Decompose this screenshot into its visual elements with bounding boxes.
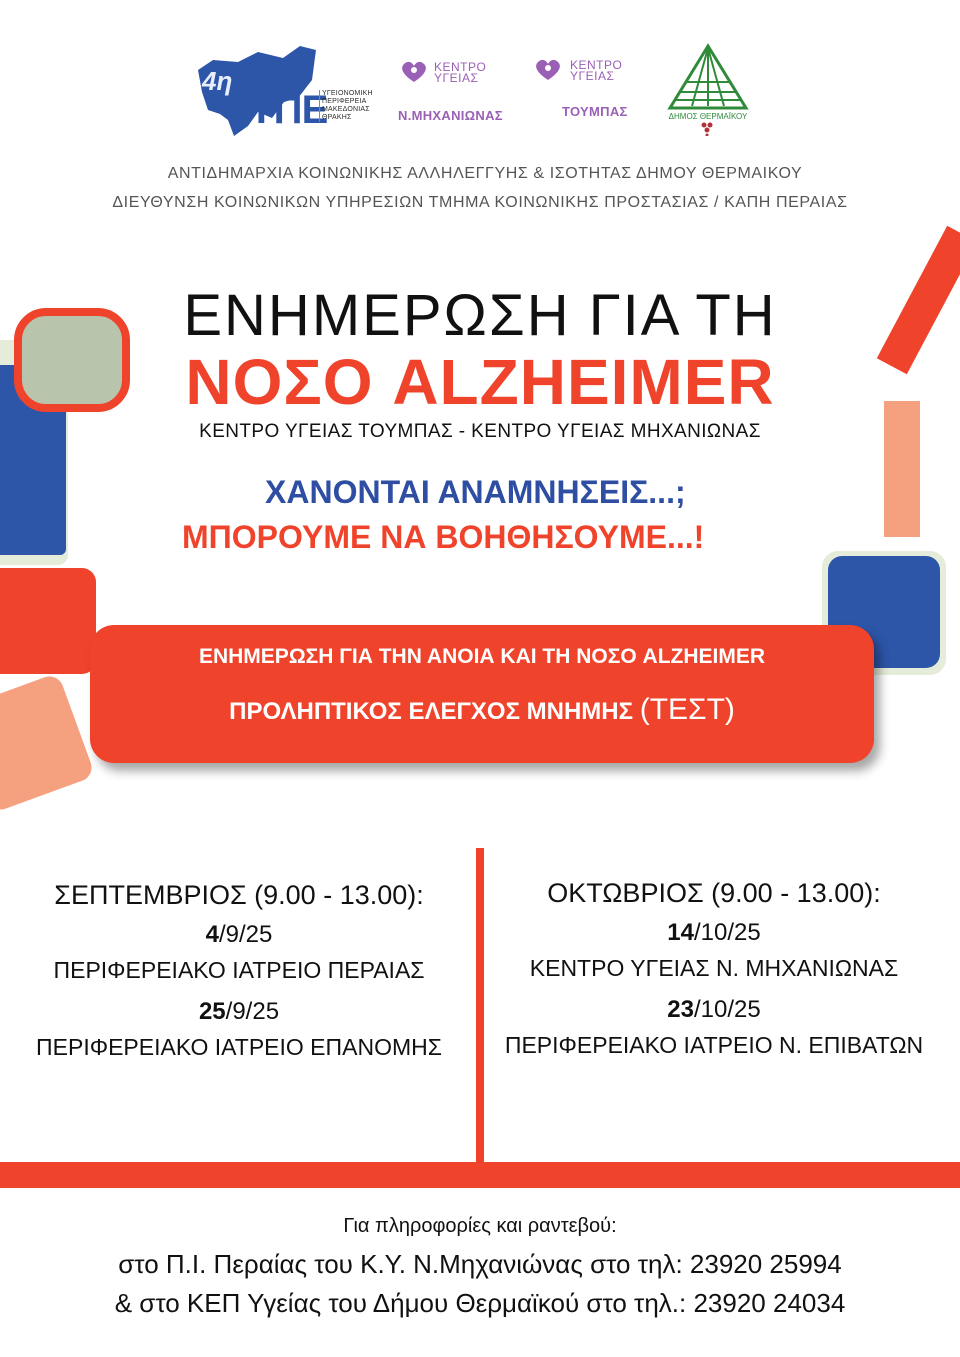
subhead-2: ΔΙΕΥΘΥΝΣΗ ΚΟΙΝΩΝΙΚΩΝ ΥΠΗΡΕΣΙΩΝ ΤΜΗΜΑ ΚΟΙΝΩΝΙΚΗΣ ΠΡΟΣΤΑΣΙΑΣ / ΚΑΠΗ ΠΕΡΑΙΑΣ bbox=[112, 194, 848, 211]
ype-big-letters: ΥΠΕ bbox=[248, 88, 328, 132]
footer-intro: Για πληροφορίες και ραντεβού: bbox=[343, 1215, 617, 1237]
horizontal-divider bbox=[0, 1162, 960, 1188]
month-heading: ΟΚΤΩΒΡΙΟΣ (9.00 - 13.00): bbox=[547, 878, 881, 908]
title-line-2: ΝΟΣΟ ALZHEIMER bbox=[185, 346, 775, 418]
event-place: ΠΕΡΙΦΕΡΕΙΑΚΟ ΙΑΤΡΕΙΟ ΠΕΡΑΙΑΣ bbox=[53, 957, 425, 983]
event-place: ΠΕΡΙΦΕΡΕΙΑΚΟ ΙΑΤΡΕΙΟ ΕΠΑΝΟΜΗΣ bbox=[36, 1034, 442, 1060]
svg-text:4η: 4η bbox=[202, 66, 233, 96]
event-month-year: /9/25 bbox=[218, 921, 273, 948]
event-day: 25 bbox=[198, 998, 226, 1025]
october-column bbox=[484, 878, 944, 1059]
ky-label-bottom: ΥΓΕΙΑΣ bbox=[434, 71, 479, 85]
dimos-thermaikou-logo bbox=[666, 42, 750, 142]
september-column bbox=[0, 880, 478, 1061]
ype-logo bbox=[188, 40, 378, 140]
ky-town: ΤΟΥΜΠΑΣ bbox=[562, 104, 628, 119]
ype-lines bbox=[319, 90, 373, 122]
event-month-year: /10/25 bbox=[693, 996, 761, 1023]
event-place: ΚΕΝΤΡΟ ΥΓΕΙΑΣ Ν. ΜΗΧΑΝΙΩΝΑΣ bbox=[529, 955, 899, 981]
event-day: 14 bbox=[667, 919, 694, 946]
info-banner bbox=[90, 625, 874, 763]
slogan-question: ΧΑΝΟΝΤΑΙ ΑΝΑΜΝΗΣΕΙΣ...; bbox=[265, 474, 686, 510]
ky-town: Ν.ΜΗΧΑΝΙΩΝΑΣ bbox=[398, 108, 503, 123]
event-date bbox=[484, 996, 944, 1024]
event-date bbox=[0, 998, 478, 1026]
title-line-1: ΕΝΗΜΕΡΩΣΗ ΓΙΑ ΤΗ bbox=[183, 283, 777, 348]
left-salmon-block bbox=[0, 673, 95, 814]
ky-heart-icon bbox=[400, 60, 428, 84]
banner-line-1: ΕΝΗΜΕΡΩΣΗ ΓΙΑ ΤΗΝ ΑΝΟΙΑ ΚΑΙ ΤΗ ΝΟΣΟ ALZHEIMER bbox=[198, 645, 766, 668]
ky-label-bottom: ΥΓΕΙΑΣ bbox=[570, 69, 615, 83]
ky-toumpa-logo bbox=[534, 58, 644, 124]
footer-phone-2: & στο ΚΕΠ Υγείας του Δήμου Θερμαϊκού στο τηλ.: 23920 24034 bbox=[114, 1288, 846, 1318]
ky-heart-icon bbox=[534, 58, 562, 82]
ky-mixaniona-logo bbox=[398, 60, 524, 126]
ype-line: ΠΕΡΙΦΕΡΕΙΑ bbox=[322, 98, 367, 105]
ype-line: ΜΑΚΕΔΟΝΙΑΣ bbox=[322, 106, 370, 113]
title-line-3: ΚΕΝΤΡΟ ΥΓΕΙΑΣ ΤΟΥΜΠΑΣ - ΚΕΝΤΡΟ ΥΓΕΙΑΣ ΜΗΧΑΝΙΩΝΑΣ bbox=[199, 421, 761, 442]
slogan-answer: ΜΠΟΡΟΥΜΕ ΝΑ ΒΟΗΘΗΣΟΥΜΕ...! bbox=[182, 519, 705, 555]
event-day: 23 bbox=[667, 996, 694, 1023]
ype-line: ΥΓΕΙΟΝΟΜΙΚΗ bbox=[322, 90, 373, 97]
banner-test-label: ΠΡΟΛΗΠΤΙΚΟΣ ΕΛΕΓΧΟΣ ΜΝΗΜΗΣ bbox=[229, 698, 634, 725]
event-month-year: /9/25 bbox=[225, 998, 280, 1025]
grapes-icon bbox=[700, 122, 716, 136]
month-heading: ΣΕΠΤΕΜΒΡΙΟΣ (9.00 - 13.00): bbox=[54, 880, 424, 910]
event-month-year: /10/25 bbox=[693, 919, 761, 946]
footer-phone-1: στο Π.Ι. Περαίας του Κ.Υ. Ν.Μηχανιώνας στο τηλ: 23920 25994 bbox=[118, 1249, 842, 1279]
banner-test-parenthetical: (ΤΕΣΤ) bbox=[639, 693, 735, 726]
dimos-text: ΔΗΜΟΣ ΘΕΡΜΑΪΚΟΥ bbox=[668, 112, 748, 121]
event-date bbox=[484, 919, 944, 947]
event-place: ΠΕΡΙΦΕΡΕΙΑΚΟ ΙΑΤΡΕΙΟ Ν. ΕΠΙΒΑΤΩΝ bbox=[504, 1032, 924, 1058]
mountain-icon bbox=[666, 42, 750, 114]
subhead-1: ΑΝΤΙΔΗΜΑΡΧΙΑ ΚΟΙΝΩΝΙΚΗΣ ΑΛΛΗΛΕΓΓΥΗΣ & ΙΣΟΤΗΤΑΣ ΔΗΜΟΥ ΘΕΡΜΑΙΚΟΥ bbox=[167, 165, 803, 182]
event-day: 4 bbox=[205, 921, 219, 948]
banner-line-2 bbox=[90, 693, 874, 727]
left-red-block bbox=[0, 568, 96, 674]
ype-line: ΘΡΑΚΗΣ bbox=[322, 114, 352, 121]
event-date bbox=[0, 921, 478, 949]
ky-label-top: ΚΕΝΤΡΟ bbox=[434, 60, 487, 74]
ky-label-top: ΚΕΝΤΡΟ bbox=[570, 58, 623, 72]
